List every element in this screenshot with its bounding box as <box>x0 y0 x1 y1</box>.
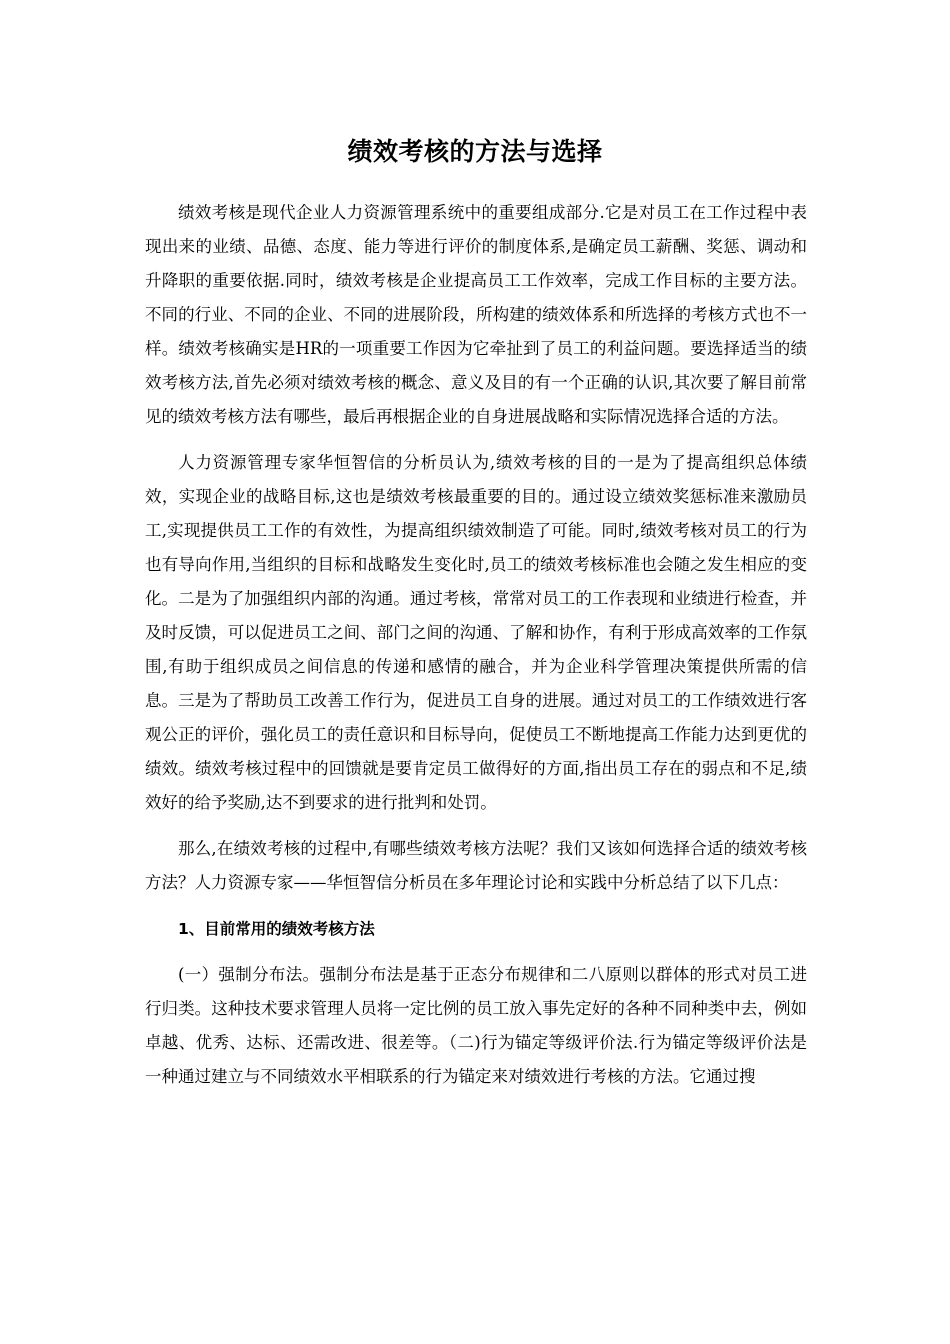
paragraph-purpose: 人力资源管理专家华恒智信的分析员认为,绩效考核的目的一是为了提高组织总体绩效，实现企业的战略目标,这也是绩效考核最重要的目的。通过设立绩效奖惩标准来激励员工,实现提供员工工作的有效性，为提高组织绩效制造了可能。同时,绩效考核对员工的行为也有导向作用,当组织的目标和战略发生变化时,员工的绩效考核标准也会随之发生相应的变化。二是为了加强组织内部的沟通。通过考核，常常对员工的工作表现和业绩进行检查，并及时反馈，可以促进员工之间、部门之间的沟通、了解和协作，有利于形成高效率的工作氛围,有助于组织成员之间信息的传递和感情的融合，并为企业科学管理决策提供所需的信息。三是为了帮助员工改善工作行为，促进员工自身的进展。通过对员工的工作绩效进行客观公正的评价，强化员工的责任意识和目标导向，促使员工不断地提高工作能力达到更优的绩效。绩效考核过程中的回馈就是要肯定员工做得好的方面,指出员工存在的弱点和不足,绩效好的给予奖励,达不到要求的进行批判和处罚。 <box>145 453 807 812</box>
paragraph-intro: 绩效考核是现代企业人力资源管理系统中的重要组成部分.它是对员工在工作过程中表现出来的业绩、品德、态度、能力等进行评价的制度体系,是确定员工薪酬、奖惩、调动和升降职的重要依据.同时，绩效考核是企业提高员工工作效率，完成工作目标的主要方法。不同的行业、不同的企业、不同的进展阶段，所构建的绩效体系和所选择的考核方式也不一样。绩效考核确实是HR的一项重要工作因为它牵扯到了员工的利益问题。要选择适当的绩效考核方法,首先必须对绩效考核的概念、意义及目的有一个正确的认识,其次要了解目前常见的绩效考核方法有哪些，最后再根据企业的自身进展战略和实际情况选择合适的方法。 <box>145 203 807 426</box>
paragraph-question: 那么,在绩效考核的过程中,有哪些绩效考核方法呢？我们又该如何选择合适的绩效考核方法？人力资源专家——华恒智信分析员在多年理论讨论和实践中分析总结了以下几点： <box>145 839 807 892</box>
section-heading: 1、目前常用的绩效考核方法 <box>178 920 375 938</box>
paragraph-methods: (一）强制分布法。强制分布法是基于正态分布规律和二八原则以群体的形式对员工进行归类。这种技术要求管理人员将一定比例的员工放入事先定好的各种不同种类中去，例如卓越、优秀、达标、还需改进、很差等。（二)行为锚定等级评价法.行为锚定等级评价法是一种通过建立与不同绩效水平相联系的行为锚定来对绩效进行考核的方法。它通过搜 <box>145 965 807 1086</box>
document-title: 绩效考核的方法与选择 <box>347 137 603 166</box>
document-body <box>145 196 807 1094</box>
